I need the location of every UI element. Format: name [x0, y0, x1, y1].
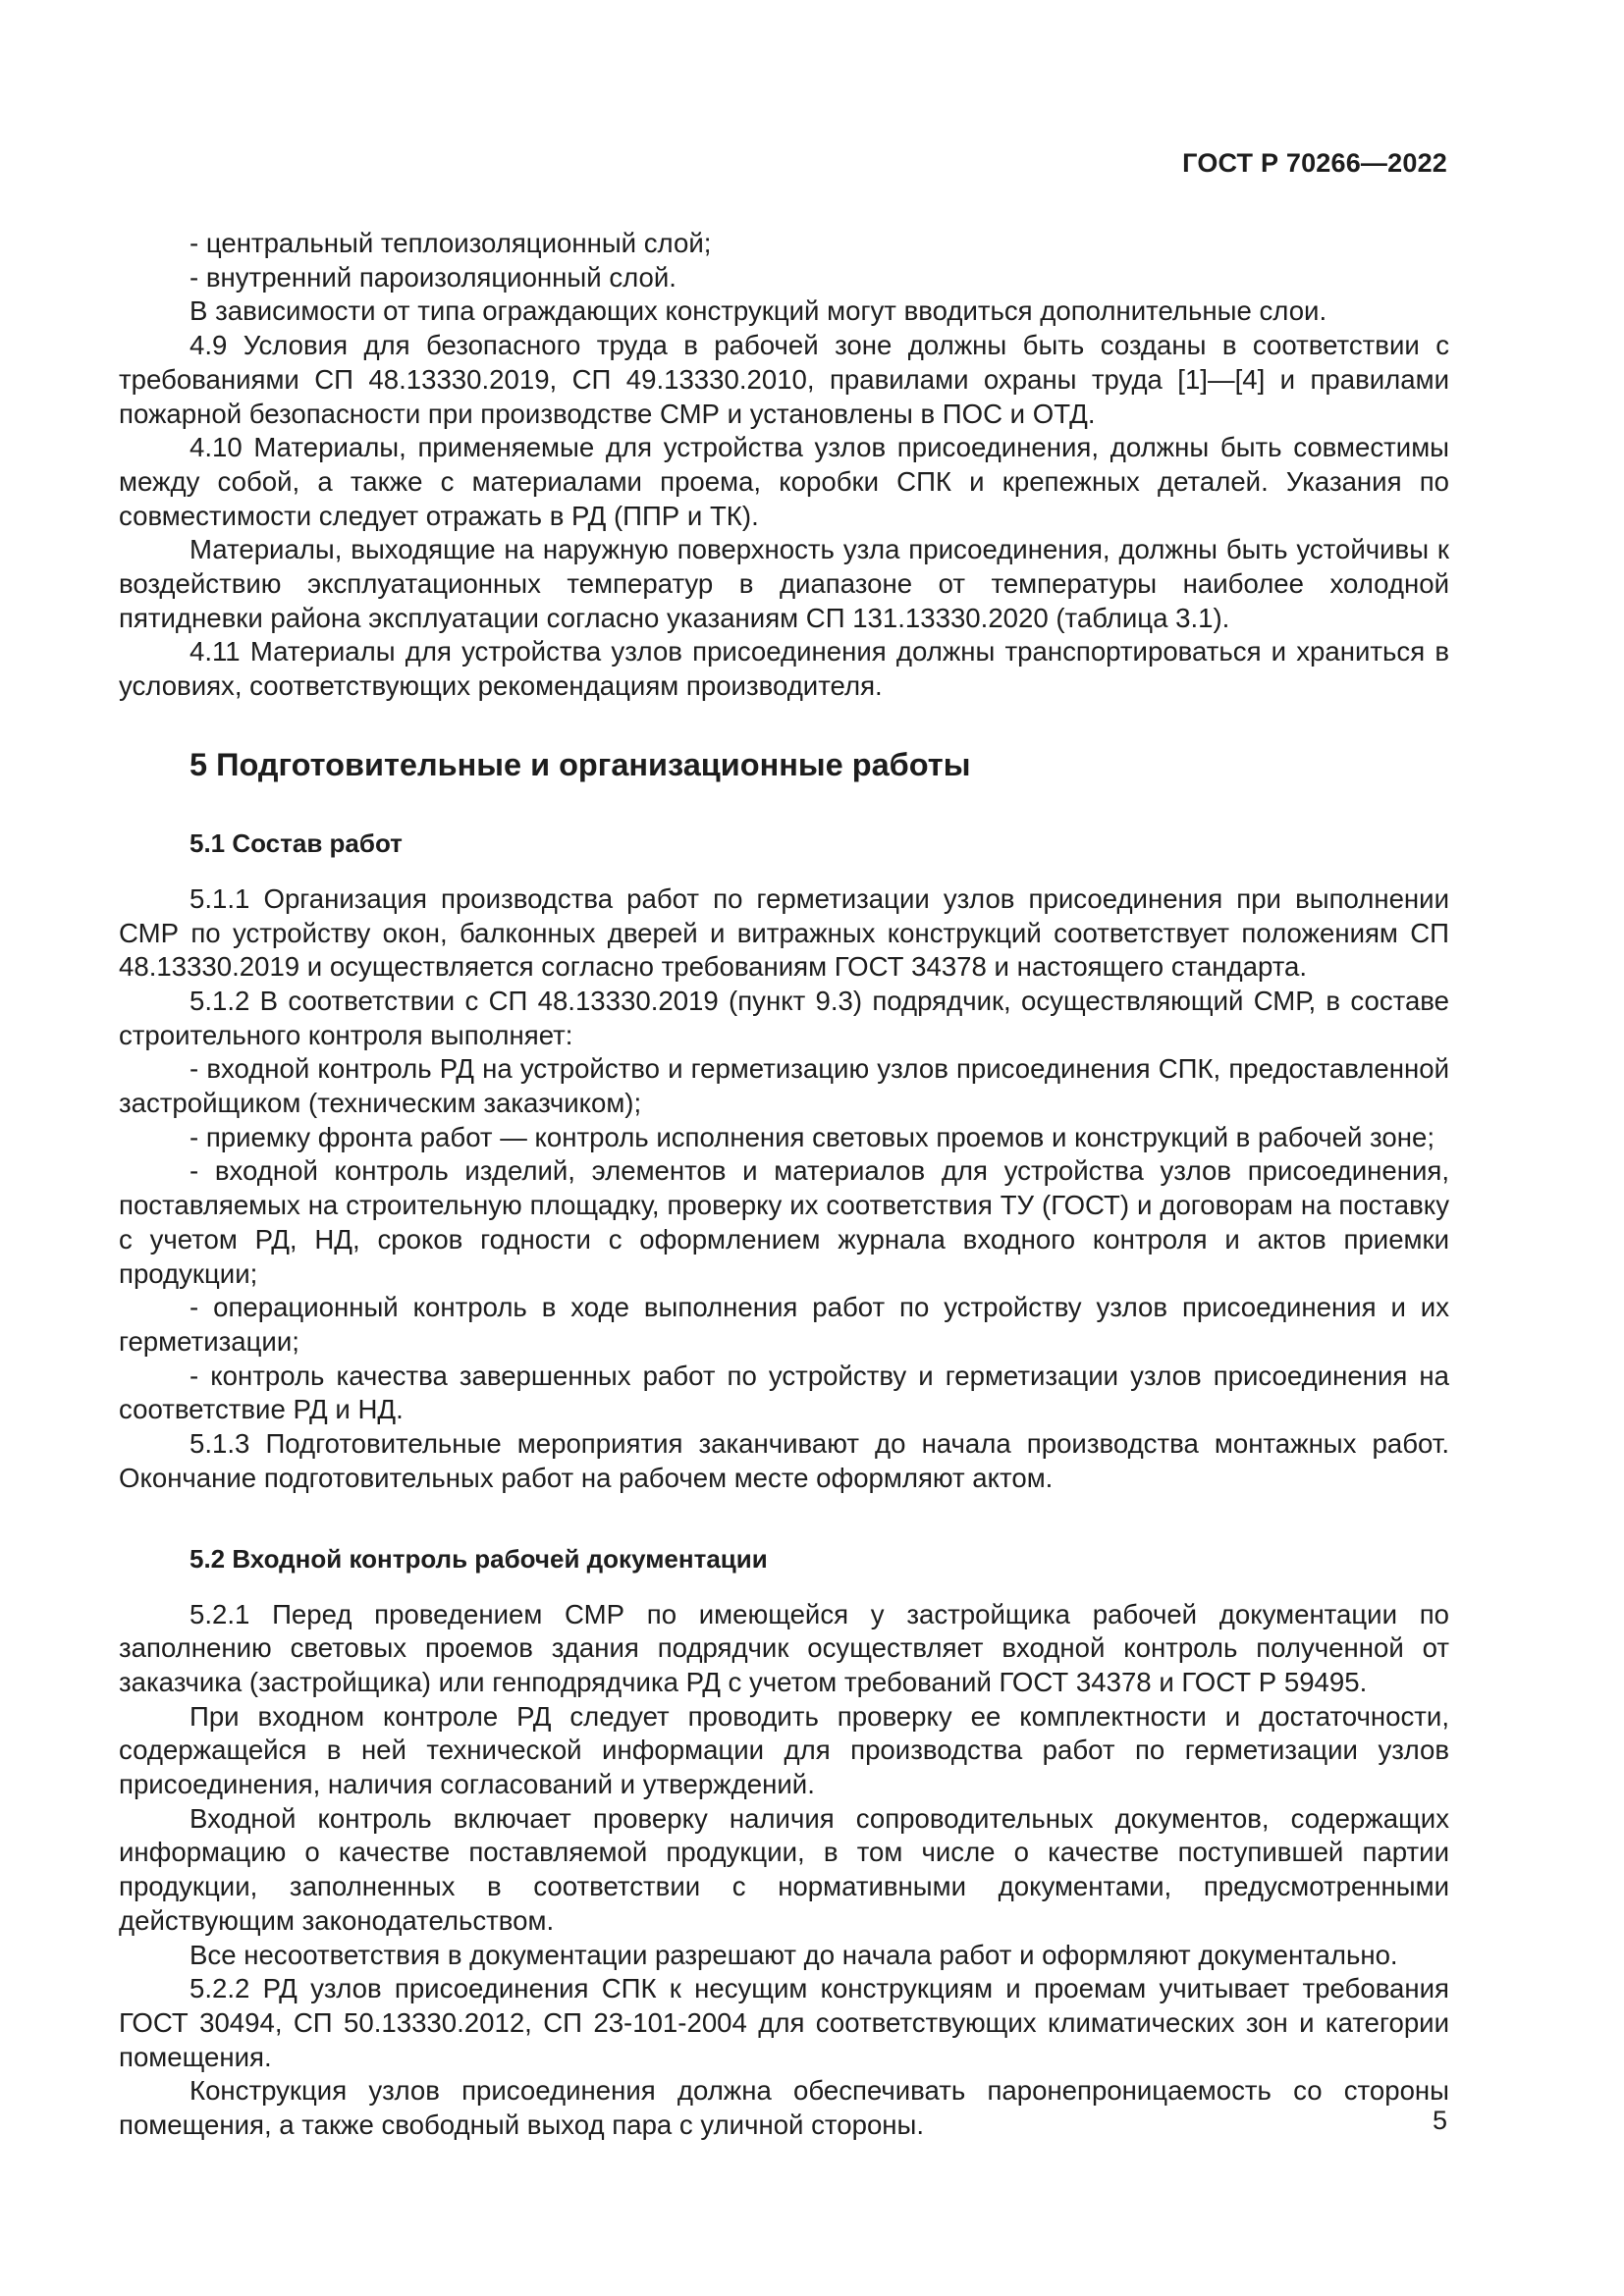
- document-code: ГОСТ Р 70266—2022: [1182, 148, 1447, 178]
- paragraph-5-1-1: 5.1.1 Организация производства работ по герметизации узлов присоединения при выполнении СМР по устройству окон, балконных дверей и витражных конструкций соответствует положениям СП 48.13330.2019 и осуществляется согласно требованиям ГОСТ 34378 и настоящего стандарта.: [119, 882, 1449, 983]
- paragraph: Все несоответствия в документации разрешают до начала работ и оформляют документально.: [189, 1939, 1398, 1970]
- paragraph: Конструкция узлов присоединения должна обеспечивать паронепроницаемость со стороны помещения, а также свободный выход пара с уличной стороны.: [119, 2075, 1449, 2141]
- list-item: - контроль качества завершенных работ по устройству и герметизации узлов присоединения на соответствие РД и НД.: [119, 1360, 1449, 1425]
- paragraph-5-2-2: 5.2.2 РД узлов присоединения СПК к несущим конструкциям и проемам учитывает требования ГОСТ 30494, СП 50.13330.2012, СП 23-101-2004 для соответствующих климатических зон и категории помещения.: [119, 1973, 1449, 2072]
- paragraph-4-11: 4.11 Материалы для устройства узлов присоединения должны транспортироваться и храниться в условиях, соответствующих рекомендациям производителя.: [119, 636, 1449, 702]
- subsection-heading-5-2: 5.2 Входной контроль рабочей документации: [189, 1543, 768, 1574]
- list-item: - входной контроль изделий, элементов и материалов для устройства узлов присоединения, поставляемых на строительную площадку, проверку их соответствия ТУ (ГОСТ) и договорам на поставку с учетом РД, НД, сроков годности с оформлением журнала входного контроля и актов приемки продукции;: [119, 1155, 1449, 1289]
- paragraph: В зависимости от типа ограждающих конструкций могут вводиться дополнительные слои.: [189, 295, 1327, 327]
- subsection-heading-5-1: 5.1 Состав работ: [189, 828, 403, 858]
- list-item: - внутренний пароизоляционный слой.: [189, 261, 677, 293]
- paragraph-4-10: 4.10 Материалы, применяемые для устройства узлов присоединения, должны быть совместимы между собой, а также с материалами проема, коробки СПК и крепежных деталей. Указания по совместимости следует отражать в РД (ППР и ТК).: [119, 432, 1449, 531]
- section-heading-5: 5 Подготовительные и организационные работы: [189, 746, 971, 782]
- list-item: - центральный теплоизоляционный слой;: [189, 228, 712, 258]
- paragraph: Входной контроль включает проверку наличия сопроводительных документов, содержащих информацию о качестве поставляемой продукции, в том числе о качестве поступившей партии продукции, заполненных в соответствии с нормативными документами, предусмотренными действующим законодательством.: [119, 1802, 1449, 1936]
- paragraph: При входном контроле РД следует проводить проверку ее комплектности и достаточности, содержащейся в ней технической информации для производства работ по герметизации узлов присоединения, наличия согласований и утверждений.: [119, 1700, 1449, 1800]
- page-number: 5: [1432, 2106, 1447, 2135]
- list-item: - операционный контроль в ходе выполнения работ по устройству узлов присоединения и их герметизации;: [119, 1292, 1449, 1357]
- paragraph-5-2-1: 5.2.1 Перед проведением СМР по имеющейся у застройщика рабочей документации по заполнению световых проемов здания подрядчик осуществляет входной контроль полученной от заказчика (застройщика) или генподрядчика РД с учетом требований ГОСТ 34378 и ГОСТ Р 59495.: [119, 1598, 1449, 1697]
- list-item: - приемку фронта работ — контроль исполнения световых проемов и конструкций в рабочей зоне;: [189, 1121, 1435, 1152]
- paragraph-5-1-2: 5.1.2 В соответствии с СП 48.13330.2019 (пункт 9.3) подрядчик, осуществляющий СМР, в составе строительного контроля выполняет:: [119, 985, 1449, 1050]
- paragraph-4-9: 4.9 Условия для безопасного труда в рабочей зоне должны быть созданы в соответствии с требованиями СП 48.13330.2019, СП 49.13330.2010, правилами охраны труда [1]—[4] и правилами пожарной безопасности при производстве СМР и установлены в ПОС и ОТД.: [119, 330, 1449, 429]
- paragraph: Материалы, выходящие на наружную поверхность узла присоединения, должны быть устойчивы к воздействию эксплуатационных температур в диапазоне от температуры наиболее холодной пятидневки района эксплуатации согласно указаниям СП 131.13330.2020 (таблица 3.1).: [119, 534, 1449, 633]
- list-item: - входной контроль РД на устройство и герметизацию узлов присоединения СПК, предоставленной застройщиком (техническим заказчиком);: [119, 1053, 1449, 1119]
- document-body: [119, 227, 1449, 2143]
- paragraph-5-1-3: 5.1.3 Подготовительные мероприятия заканчивают до начала производства монтажных работ. Окончание подготовительных работ на рабочем месте оформляют актом.: [119, 1428, 1449, 1493]
